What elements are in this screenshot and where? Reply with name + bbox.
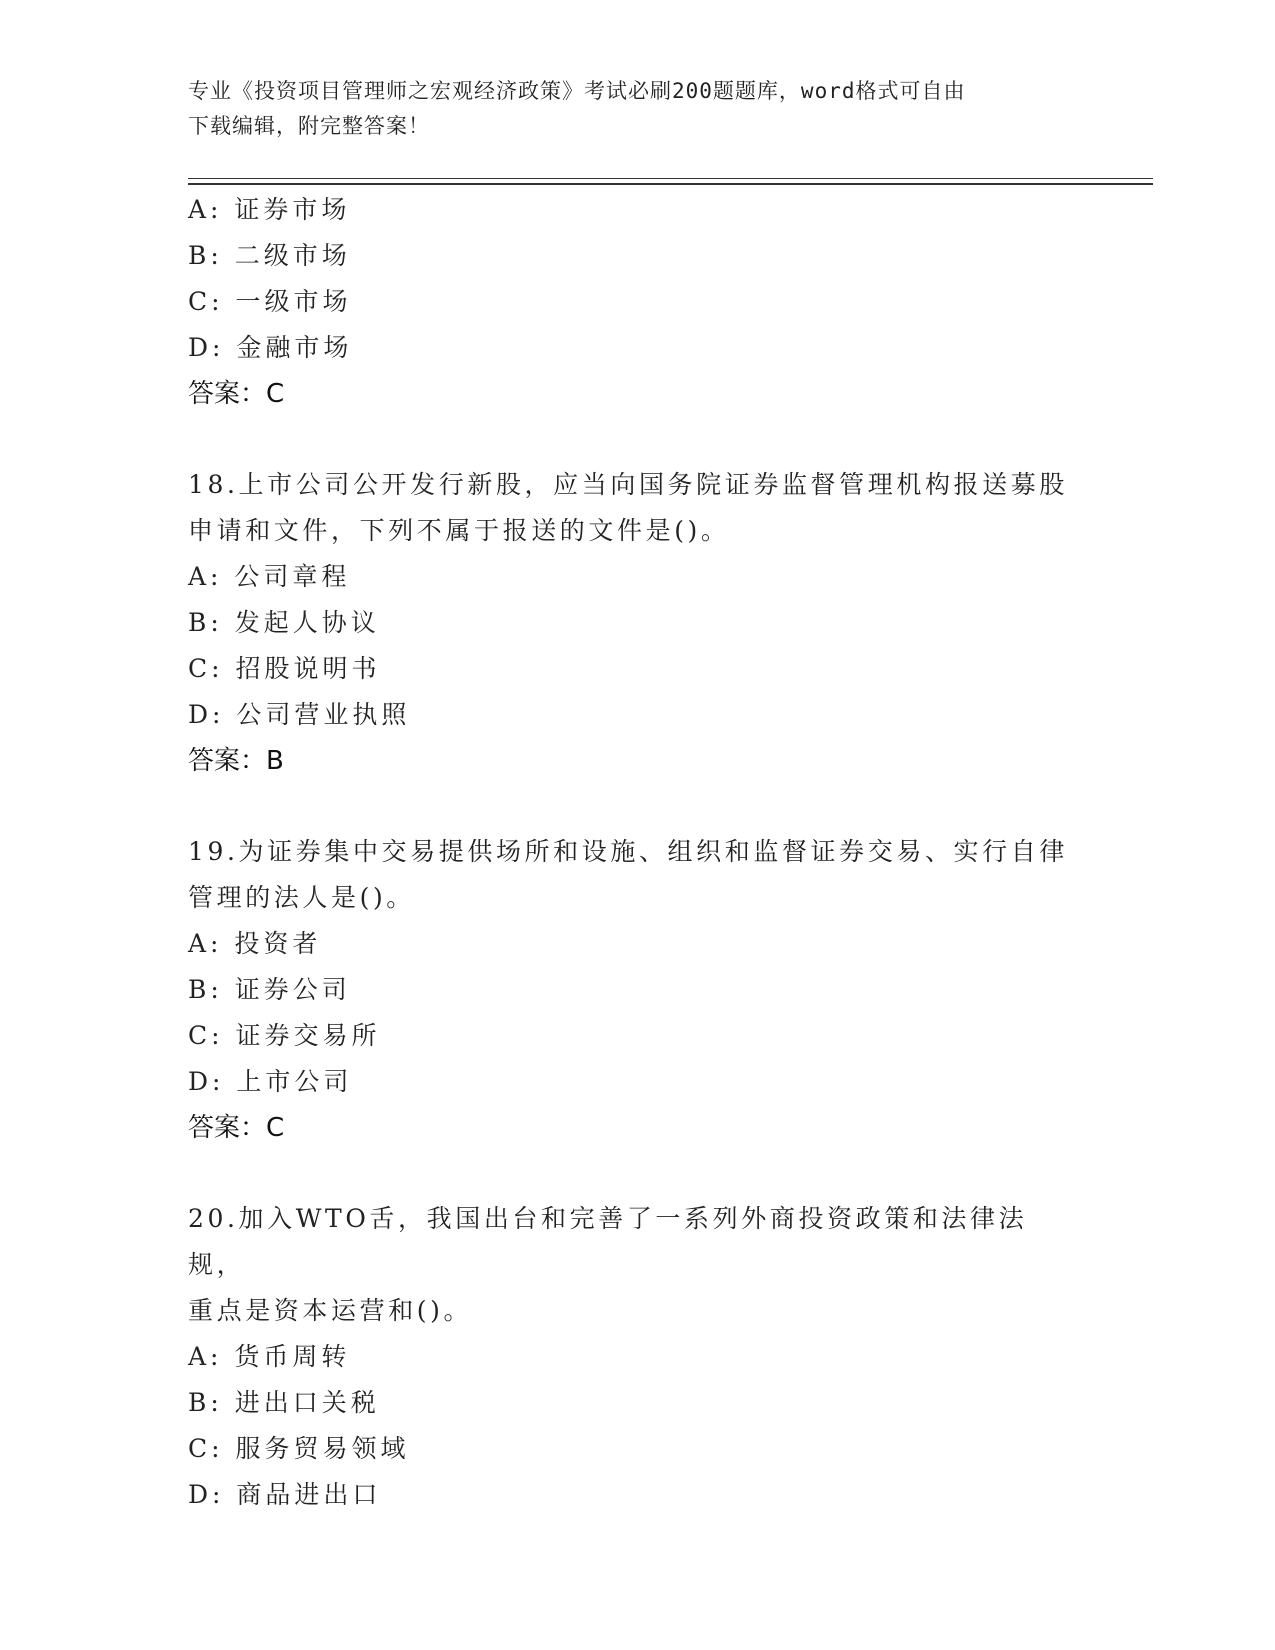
- question-stem-line-1: 19.为证券集中交易提供场所和设施、组织和监督证券交易、实行自律: [188, 837, 1068, 866]
- question-stem: [188, 462, 1078, 554]
- option-a: A: 货币周转: [188, 1342, 351, 1371]
- question-17-continued: [188, 187, 1078, 417]
- header-divider-thick: [188, 183, 1153, 185]
- question-stem-line-2: 管理的法人是()。: [188, 883, 415, 912]
- option-c: C: 服务贸易领域: [188, 1434, 410, 1463]
- header-line-1: 专业《投资项目管理师之宏观经济政策》考试必刷200题题库，word格式可自由: [188, 79, 966, 103]
- question-list: [188, 187, 1078, 1518]
- header-line-2: 下载编辑，附完整答案！: [188, 114, 430, 138]
- option-a: A: 公司章程: [188, 562, 351, 591]
- option-b: B: 二级市场: [188, 241, 351, 270]
- question-18: [188, 462, 1078, 784]
- question-19: [188, 829, 1078, 1151]
- question-stem-line-1: 18.上市公司公开发行新股，应当向国务院证券监督管理机构报送募股: [188, 470, 1068, 499]
- option-c: C: 一级市场: [188, 287, 352, 316]
- option-d: D: 上市公司: [188, 1067, 353, 1096]
- option-d: D: 公司营业执照: [188, 700, 411, 729]
- question-stem: [188, 1196, 1078, 1334]
- option-d: D: 金融市场: [188, 333, 353, 362]
- option-c: C: 证券交易所: [188, 1021, 381, 1050]
- option-b: B: 发起人协议: [188, 608, 380, 637]
- option-a: A: 证券市场: [188, 195, 351, 224]
- question-stem-line-2: 重点是资本运营和()。: [188, 1296, 473, 1325]
- document-header: [188, 74, 1068, 144]
- answer-line: 答案：C: [188, 1113, 285, 1143]
- option-a: A: 投资者: [188, 929, 322, 958]
- question-stem: [188, 829, 1078, 921]
- answer-line: 答案：C: [188, 379, 285, 409]
- question-stem-line-1: 20.加入WTO舌，我国出台和完善了一系列外商投资政策和法律法规，: [188, 1204, 1028, 1279]
- option-c: C: 招股说明书: [188, 654, 381, 683]
- option-b: B: 进出口关税: [188, 1388, 380, 1417]
- question-stem-line-2: 申请和文件，下列不属于报送的文件是()。: [188, 516, 730, 545]
- option-b: B: 证券公司: [188, 975, 351, 1004]
- option-d: D: 商品进出口: [188, 1480, 382, 1509]
- answer-line: 答案：B: [188, 746, 284, 776]
- header-divider-thin: [188, 178, 1153, 179]
- question-20: [188, 1196, 1078, 1518]
